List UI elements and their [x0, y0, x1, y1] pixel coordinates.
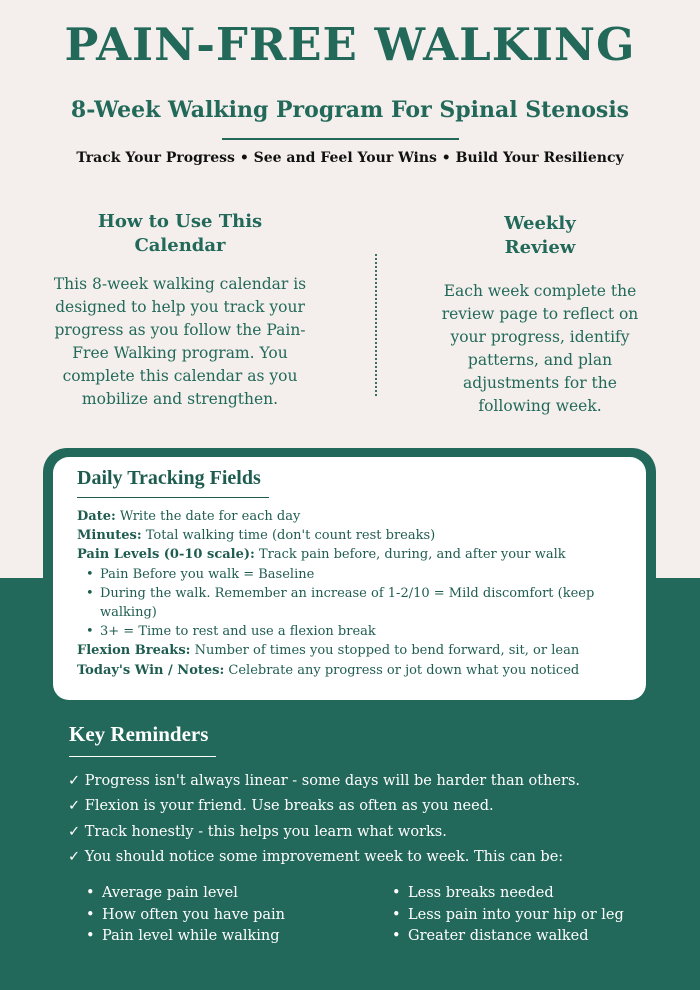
field-date-label: Date: [77, 509, 116, 524]
how-to-line: progress as you follow the Pain- [54, 321, 306, 339]
bullet-icon: • [86, 585, 94, 601]
column-divider [375, 254, 377, 396]
weekly-review-heading-line2: Review [504, 237, 576, 258]
weekly-review-heading-line1: Weekly [504, 213, 576, 234]
improvement-text: Less pain into your hip or leg [408, 906, 624, 923]
improvement-item [392, 905, 624, 927]
reminder-item: ✓ Flexion is your friend. Use breaks as often as you need. [68, 798, 494, 815]
how-to-line: designed to help you track your [55, 298, 305, 316]
pain-sub-text: 3+ = Time to rest and use a flexion break [100, 624, 376, 640]
weekly-review-line: patterns, and plan [467, 351, 613, 369]
how-to-heading [60, 210, 300, 258]
reminder-item: ✓ Track honestly - this helps you learn what works. [68, 823, 447, 840]
how-to-heading-line1: How to Use This [97, 211, 263, 232]
improvement-text: How often you have pain [102, 906, 285, 923]
bullet-icon: • [392, 928, 401, 944]
how-to-heading-line2: Calendar [134, 235, 226, 256]
how-to-line: complete this calendar as you [62, 367, 298, 385]
weekly-review-line: Each week complete the [443, 282, 637, 300]
how-to-body [40, 273, 320, 411]
page-subtitle: 8-Week Walking Program For Spinal Stenosis [70, 97, 630, 123]
field-minutes-label: Minutes: [77, 528, 142, 544]
field-win-text: Celebrate any progress or jot down what you noticed [224, 662, 580, 678]
bullet-icon: • [86, 566, 94, 582]
improvement-item [392, 926, 624, 948]
bullet-icon: • [86, 906, 95, 923]
how-to-line: mobilize and strengthen. [81, 390, 279, 408]
improvement-text: Average pain level [102, 885, 238, 901]
reminders-title: Key Reminders [69, 722, 209, 746]
field-flexion-label: Flexion Breaks: [77, 643, 191, 659]
bullet-icon: • [86, 928, 95, 944]
improvement-item [392, 883, 624, 905]
field-flexion-text: Number of times you stopped to bend forward, sit, or lean [190, 643, 580, 659]
bullet-icon: • [392, 906, 401, 923]
improvement-text: Greater distance walked [408, 928, 589, 944]
pain-sub-item [77, 622, 637, 641]
how-to-line: Free Walking program. You [72, 344, 288, 362]
tagline: Track Your Progress • See and Feel Your Wins • Build Your Resiliency [76, 150, 624, 166]
field-date [77, 507, 637, 526]
field-pain-label: Pain Levels (0-10 scale): [77, 547, 255, 563]
field-win [77, 661, 637, 680]
improvement-text: Less breaks needed [408, 885, 554, 901]
field-minutes [77, 526, 637, 545]
pain-sub-item-continued [77, 603, 637, 622]
improvement-list-right [392, 883, 624, 948]
improvement-text: Pain level while walking [102, 928, 280, 944]
how-to-line: This 8-week walking calendar is [53, 275, 307, 293]
field-minutes-text: Total walking time (don't count rest breaks) [141, 528, 436, 544]
bullet-icon: • [86, 885, 95, 901]
bullet-icon: • [392, 885, 401, 901]
weekly-review-line: review page to reflect on [441, 305, 639, 323]
field-pain-text: Track pain before, during, and after your walk [254, 547, 566, 563]
field-flexion [77, 641, 637, 660]
weekly-review-line: your progress, identify [450, 328, 630, 346]
pain-sub-text: During the walk. Remember an increase of 1-2/10 = Mild discomfort (keep [100, 585, 595, 601]
field-win-label: Today's Win / Notes: [77, 662, 225, 678]
pain-sub-item [77, 584, 637, 603]
field-pain [77, 545, 637, 564]
improvement-item [86, 883, 285, 905]
improvement-item [86, 926, 285, 948]
bullet-icon: • [86, 624, 94, 640]
field-date-text: Write the date for each day [115, 509, 301, 524]
reminders-title-underline [69, 756, 216, 757]
improvement-item [86, 905, 285, 927]
tracking-card-title: Daily Tracking Fields [77, 467, 261, 489]
reminder-item: ✓ Progress isn't always linear - some days will be harder than others. [68, 773, 580, 789]
improvement-list-left [86, 883, 285, 948]
page-title: PAIN-FREE WALKING [64, 18, 636, 71]
weekly-review-body [400, 280, 680, 418]
subtitle-underline [222, 138, 459, 140]
tracking-fields-list [77, 507, 637, 680]
tracking-title-underline [77, 497, 269, 498]
weekly-review-line: following week. [478, 397, 602, 415]
pain-sub-item [77, 565, 637, 584]
weekly-review-line: adjustments for the [463, 374, 617, 392]
pain-sub-text: walking) [100, 605, 157, 621]
reminder-item: ✓ You should notice some improvement week to week. This can be: [68, 848, 564, 865]
reminders-checklist [68, 769, 678, 870]
pain-sub-text: Pain Before you walk = Baseline [100, 566, 315, 582]
weekly-review-heading [440, 212, 640, 260]
